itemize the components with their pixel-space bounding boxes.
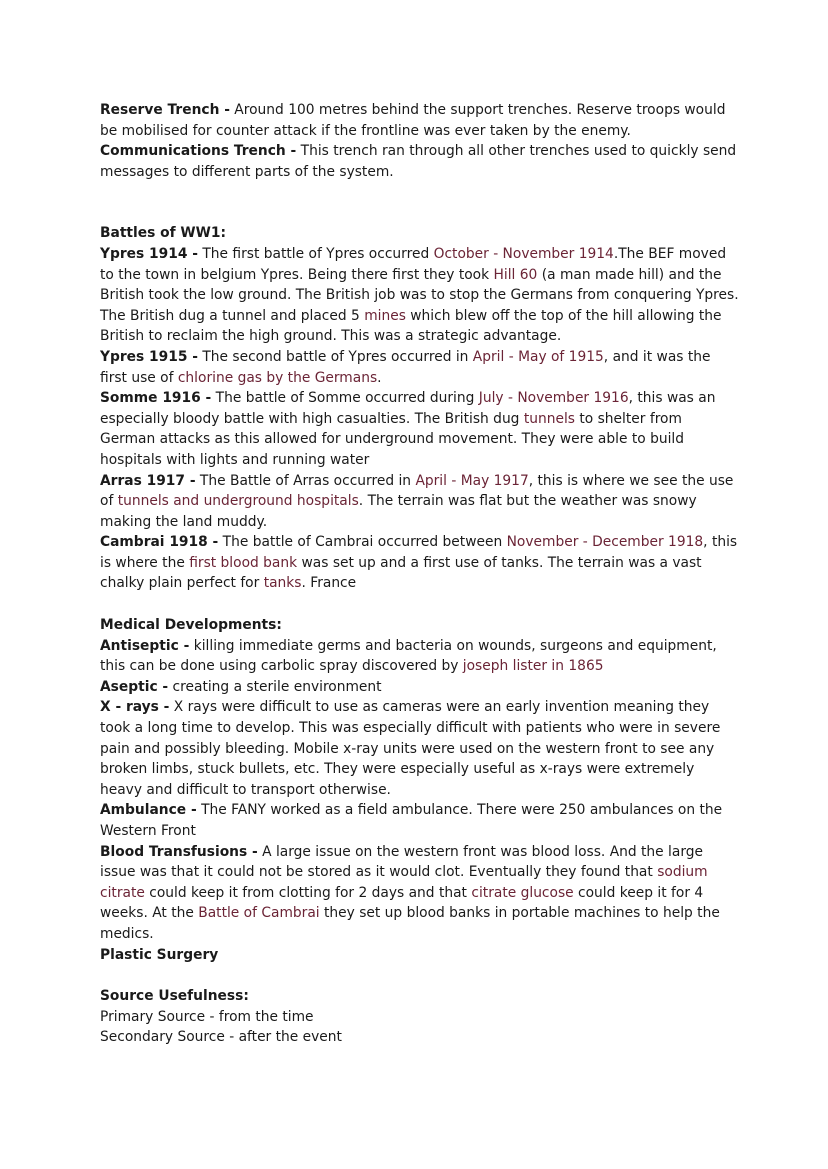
term: Blood Transfusions - [100,843,258,860]
entry-text: The battle of Cambrai occurred between [218,534,507,551]
entry-text: creating a sterile environment [168,678,382,695]
definition-text: This trench ran through all other trenches used to quickly send messages to different parts of the system. [100,143,737,180]
medical-list [100,636,740,966]
entry-text: .The BEF moved to the town in belgium Ypres. Being there first they took [100,245,727,283]
entry-text: to shelter from German attacks as this allowed for underground movement. They were able to build hospitals with lights and running water [100,410,684,468]
highlighted-text: mines [364,307,406,324]
highlighted-text: tunnels and underground hospitals [117,493,359,510]
highlighted-text: sodium citrate [100,864,708,901]
spacer [100,594,740,615]
entry-text: . The terrain was flat but the weather was snowy making the land muddy. [100,493,697,530]
entry-text: The second battle of Ypres occurred in [197,348,473,365]
term: Arras 1917 - [100,472,196,489]
section-heading: Source Usefulness: [100,988,249,1005]
entry-text: X rays were difficult to use as cameras were an early invention meaning they took a long time to develop. This was especially difficult with patients who were in severe pain and possibly bleeding. Mobile x-ray units were used on the western front to see any broken limbs, stuck bullets, etc. They were especially useful as x-rays were extremely heavy and difficult to transport otherwise. [100,699,721,798]
highlighted-text: October - November 1914 [433,245,614,262]
entry-text: killing immediate germs and bacteria on wounds, surgeons and equipment, this can be done using carbolic spray discovered by [100,637,717,675]
term: Reserve Trench - [100,102,230,118]
entry [100,677,740,698]
definition-text: Around 100 metres behind the support trenches. Reserve troops would be mobilised for counter attack if the frontline was ever taken by the enemy. [100,102,726,139]
term: Ypres 1914 - [100,245,198,262]
entry-text: The battle of Somme occurred during [211,390,479,407]
term: Ambulance - [100,802,197,819]
entry [100,388,740,470]
highlighted-text: Hill 60 [493,266,538,283]
entry [100,471,740,533]
section-heading: Medical Developments: [100,617,282,634]
battles-list [100,244,740,594]
entry [100,347,740,388]
entry [100,244,740,347]
term: Somme 1916 - [100,390,212,407]
highlighted-text: April - May 1917 [415,472,529,489]
term: Aseptic - [100,678,169,695]
section-heading: Battles of WW1: [100,225,226,242]
entry-text: The first battle of Ypres occurred [197,245,434,262]
term: Ypres 1915 - [100,348,198,365]
highlighted-text: July - November 1916 [478,390,629,407]
entry-text: , this was an especially bloody battle with high casualties. The British dug [100,390,716,427]
highlighted-text: chlorine gas by the Germans [177,369,378,386]
definition-communications-trench [100,141,740,182]
entry-text: The Battle of Arras occurred in [195,472,416,489]
highlighted-text: November - December 1918 [506,534,704,551]
entry-text: they set up blood banks in portable machines to help the medics. [100,905,720,942]
entry-text: could keep it from clotting for 2 days and that [144,884,472,901]
spacer [100,182,740,223]
entry-text: , and it was the first use of [100,348,711,386]
highlighted-text: joseph lister in 1865 [462,658,604,675]
definition-reserve-trench [100,100,740,141]
entry [100,842,740,945]
highlighted-text: citrate glucose [471,884,574,901]
trenches-section [100,100,740,182]
source-item-secondary: Secondary Source - after the event [100,1029,342,1046]
entry-text: which blew off the top of the hill allowing the British to reclaim the high ground. This was a strategic advantage. [100,307,722,345]
entry [100,532,740,594]
entry-text: (a man made hill) and the British took the low ground. The British job was to stop the Germans from conquering Ypres. The British dug a tunnel and placed 5 [100,266,739,324]
term: Antiseptic - [100,637,190,654]
entry-text: The FANY worked as a field ambulance. There were 250 ambulances on the Western Front [100,802,723,839]
term: Plastic Surgery [100,946,219,963]
battles-section [100,223,740,594]
entry [100,636,740,677]
spacer [100,965,740,986]
sources-section [100,986,740,1048]
entry-text: . France [301,575,357,592]
highlighted-text: first blood bank [189,554,298,571]
term: X - rays - [100,699,170,716]
document-page [100,100,740,1048]
entry-text: . [377,369,382,386]
entry-text: A large issue on the western front was blood loss. And the large issue was that it could not be stored as it would clot. Eventually they found that [100,843,704,881]
entry-text: was set up and a first use of tanks. The terrain was a vast chalky plain perfect for [100,554,702,592]
entry [100,697,740,800]
term: Cambrai 1918 - [100,534,219,551]
medical-section [100,615,740,965]
highlighted-text: April - May of 1915 [472,348,604,365]
entry [100,945,740,966]
entry-text: , this is where we see the use of [100,472,734,510]
entry [100,800,740,841]
highlighted-text: Battle of Cambrai [198,905,320,922]
entry-text: could keep it for 4 weeks. At the [100,884,704,922]
highlighted-text: tunnels [523,410,575,427]
entry-text: , this is where the [100,534,738,571]
source-item-primary: Primary Source - from the time [100,1008,314,1025]
highlighted-text: tanks [263,575,302,592]
term: Communications Trench - [100,143,297,160]
